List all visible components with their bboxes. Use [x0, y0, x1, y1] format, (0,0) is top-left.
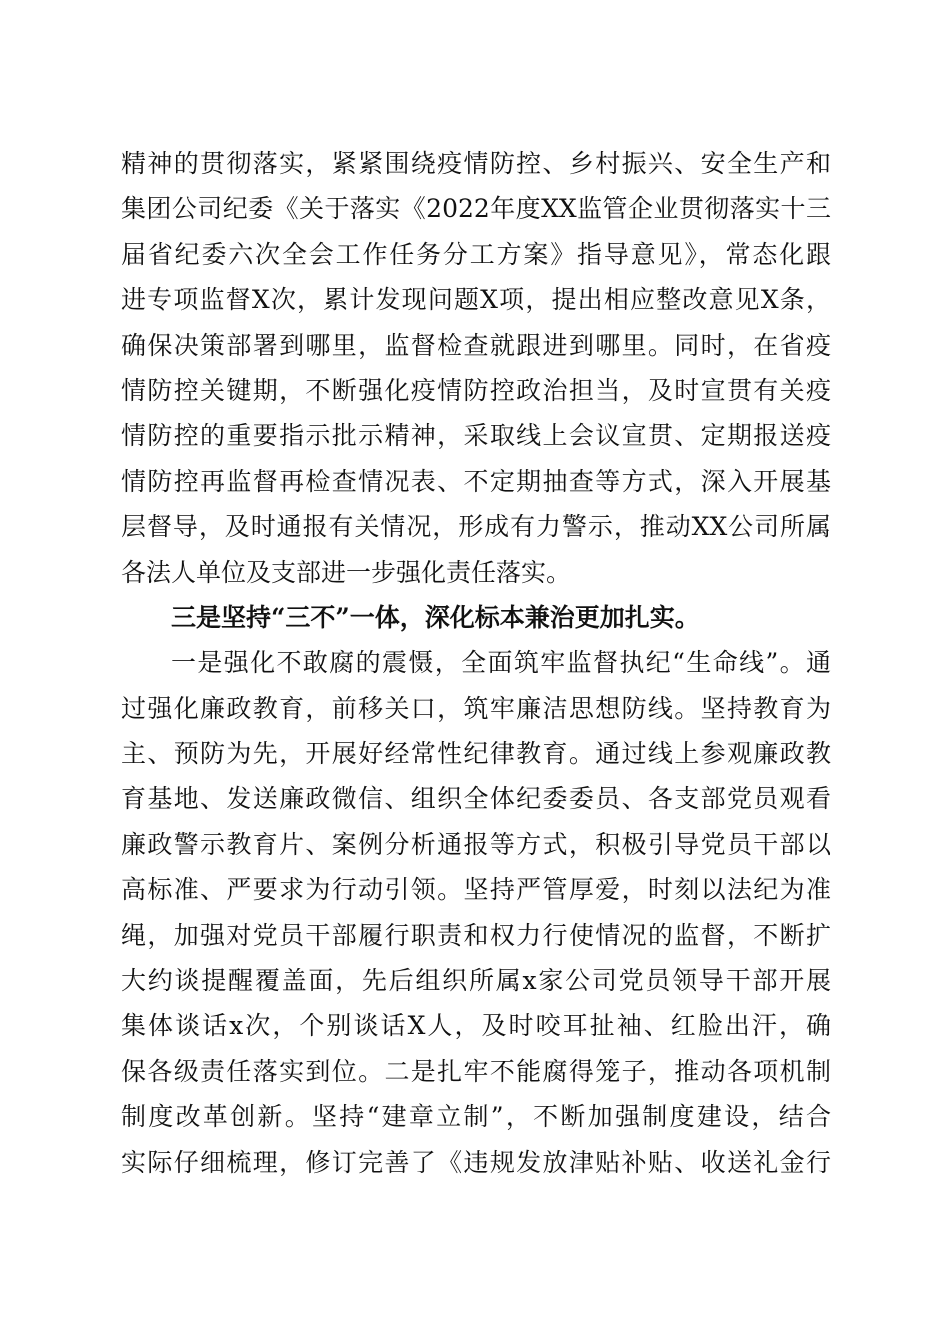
text-line: 各法人单位及支部进一步强化责任落实。 [121, 557, 572, 587]
text-line: 育基地、发送廉政微信、组织全体纪委委员、各支部党员观看 [121, 784, 831, 814]
text-line: 集团公司纪委《关于落实《2022年度XX监管企业贯彻落实十三 [121, 194, 831, 224]
text-line: 实际仔细梳理，修订完善了《违规发放津贴补贴、收送礼金行 [121, 1147, 831, 1177]
text-line: 绳，加强对党员干部履行职责和权力行使情况的监督，不断扩 [121, 920, 831, 950]
text-line: 进专项监督X次，累计发现问题X项，提出相应整改意见X条， [121, 285, 831, 315]
text-line: 主、预防为先，开展好经常性纪律教育。通过线上参观廉政教 [121, 739, 831, 769]
text-line: 过强化廉政教育，前移关口，筑牢廉洁思想防线。坚持教育为 [121, 693, 831, 723]
section-heading: 三是坚持“三不”一体，深化标本兼治更加扎实。 [171, 602, 700, 632]
text-line: 情防控的重要指示批示精神，采取线上会议宣贯、定期报送疫 [121, 421, 831, 451]
text-line: 情防控关键期，不断强化疫情防控政治担当，及时宣贯有关疫 [121, 375, 831, 405]
document-body [121, 141, 831, 1185]
text-line: 集体谈话x次，个别谈话X人，及时咬耳扯袖、红脸出汗，确 [121, 1011, 831, 1041]
text-line: 一是强化不敢腐的震慑，全面筑牢监督执纪“生命线”。通 [171, 648, 831, 678]
text-line: 届省纪委六次全会工作任务分工方案》指导意见》，常态化跟 [121, 239, 831, 269]
text-line: 确保决策部署到哪里，监督检查就跟进到哪里。同时，在省疫 [121, 330, 831, 360]
paragraph-1 [121, 141, 831, 595]
text-line: 廉政警示教育片、案例分析通报等方式，积极引导党员干部以 [121, 829, 831, 859]
text-line: 保各级责任落实到位。二是扎牢不能腐得笼子，推动各项机制 [121, 1056, 831, 1086]
text-line: 高标准、严要求为行动引领。坚持严管厚爱，时刻以法纪为准 [121, 875, 831, 905]
text-line: 层督导，及时通报有关情况，形成有力警示，推动XX公司所属 [121, 512, 831, 542]
text-line: 情防控再监督再检查情况表、不定期抽查等方式，深入开展基 [121, 466, 831, 496]
text-line: 大约谈提醒覆盖面，先后组织所属x家公司党员领导干部开展 [121, 966, 831, 996]
paragraph-2 [121, 640, 831, 1185]
text-line: 精神的贯彻落实，紧紧围绕疫情防控、乡村振兴、安全生产和 [121, 149, 831, 178]
text-line: 制度改革创新。坚持“建章立制”，不断加强制度建设，结合 [121, 1102, 831, 1132]
